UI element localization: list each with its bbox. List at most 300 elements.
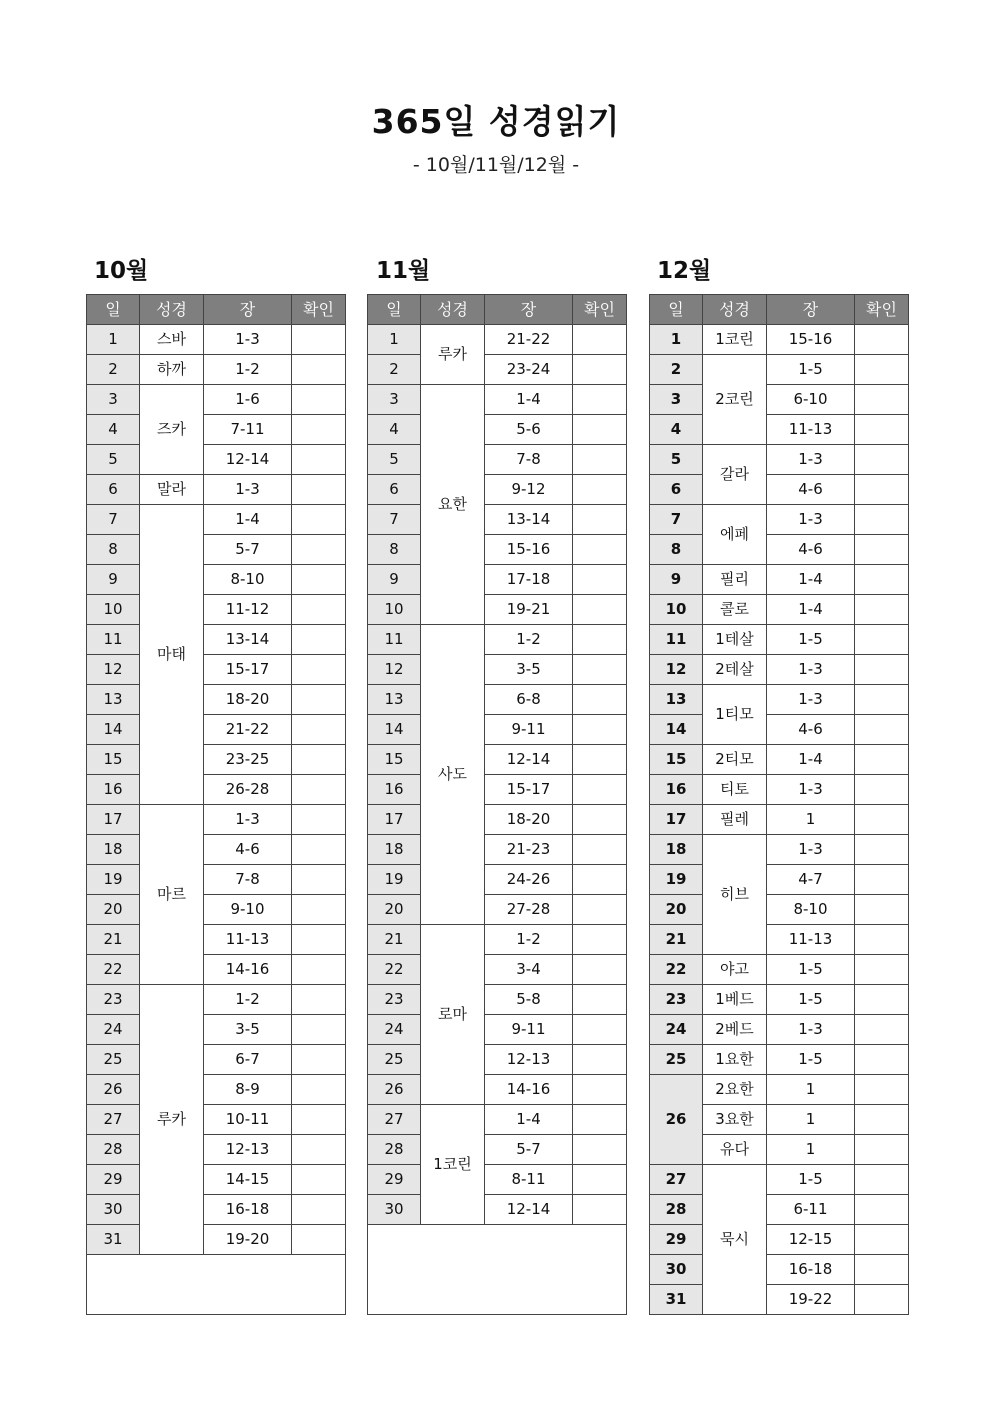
table-row bbox=[368, 805, 627, 835]
day-cell: 6 bbox=[368, 475, 421, 505]
check-cell[interactable] bbox=[292, 565, 346, 595]
table-row bbox=[87, 595, 346, 625]
check-cell[interactable] bbox=[292, 1105, 346, 1135]
check-cell[interactable] bbox=[855, 1045, 909, 1075]
check-cell[interactable] bbox=[292, 985, 346, 1015]
day-cell: 12 bbox=[368, 655, 421, 685]
chapter-cell: 1-4 bbox=[485, 385, 573, 415]
table-row bbox=[87, 565, 346, 595]
book-cell: 1티모 bbox=[703, 685, 767, 745]
check-cell[interactable] bbox=[292, 925, 346, 955]
day-cell: 31 bbox=[650, 1285, 703, 1315]
table-row bbox=[650, 355, 909, 385]
chapter-cell: 13-14 bbox=[485, 505, 573, 535]
check-cell[interactable] bbox=[573, 505, 627, 535]
table-row bbox=[87, 865, 346, 895]
book-cell: 티토 bbox=[703, 775, 767, 805]
day-cell: 4 bbox=[368, 415, 421, 445]
check-cell[interactable] bbox=[573, 625, 627, 655]
table-row bbox=[368, 955, 627, 985]
book-cell: 1테살 bbox=[703, 625, 767, 655]
table-row bbox=[87, 385, 346, 415]
chapter-cell: 9-12 bbox=[485, 475, 573, 505]
table-row bbox=[368, 925, 627, 955]
day-cell: 3 bbox=[368, 385, 421, 415]
check-cell[interactable] bbox=[573, 1135, 627, 1165]
day-cell: 8 bbox=[368, 535, 421, 565]
book-cell: 유다 bbox=[703, 1135, 767, 1165]
page-title: 365일 성경읽기 bbox=[371, 102, 621, 141]
chapter-cell: 1 bbox=[767, 805, 855, 835]
check-cell[interactable] bbox=[855, 895, 909, 925]
header-row bbox=[87, 295, 346, 325]
day-cell: 26 bbox=[87, 1075, 140, 1105]
chapter-cell: 1-4 bbox=[767, 565, 855, 595]
table-row bbox=[368, 865, 627, 895]
check-cell[interactable] bbox=[573, 805, 627, 835]
check-cell[interactable] bbox=[855, 355, 909, 385]
day-cell: 10 bbox=[87, 595, 140, 625]
table-row bbox=[650, 895, 909, 925]
book-cell: 루카 bbox=[421, 325, 485, 385]
chapter-cell: 24-26 bbox=[485, 865, 573, 895]
chapter-cell: 19-20 bbox=[204, 1225, 292, 1255]
check-cell[interactable] bbox=[292, 895, 346, 925]
check-cell[interactable] bbox=[855, 475, 909, 505]
check-cell[interactable] bbox=[292, 835, 346, 865]
check-cell[interactable] bbox=[292, 1045, 346, 1075]
chapter-cell: 18-20 bbox=[485, 805, 573, 835]
chapter-cell: 1-5 bbox=[767, 625, 855, 655]
day-cell: 10 bbox=[368, 595, 421, 625]
check-cell[interactable] bbox=[855, 655, 909, 685]
book-cell: 필레 bbox=[703, 805, 767, 835]
page-subtitle: - 10월/11월/12월 - bbox=[412, 154, 580, 176]
table-row bbox=[650, 1165, 909, 1195]
check-cell[interactable] bbox=[573, 325, 627, 355]
chapter-cell: 4-7 bbox=[767, 865, 855, 895]
day-cell: 11 bbox=[87, 625, 140, 655]
check-cell[interactable] bbox=[573, 1165, 627, 1195]
check-cell[interactable] bbox=[573, 355, 627, 385]
table-row bbox=[368, 475, 627, 505]
day-cell: 7 bbox=[650, 505, 703, 535]
chapter-cell: 15-17 bbox=[204, 655, 292, 685]
book-cell: 스바 bbox=[140, 325, 204, 355]
check-cell[interactable] bbox=[292, 595, 346, 625]
day-cell: 9 bbox=[368, 565, 421, 595]
day-cell: 25 bbox=[368, 1045, 421, 1075]
chapter-cell: 8-9 bbox=[204, 1075, 292, 1105]
check-cell[interactable] bbox=[855, 775, 909, 805]
table-row bbox=[650, 1075, 909, 1105]
check-cell[interactable] bbox=[292, 385, 346, 415]
day-cell: 15 bbox=[368, 745, 421, 775]
day-cell: 16 bbox=[650, 775, 703, 805]
table-row bbox=[368, 775, 627, 805]
check-cell[interactable] bbox=[855, 385, 909, 415]
check-cell[interactable] bbox=[573, 385, 627, 415]
check-cell[interactable] bbox=[855, 535, 909, 565]
table-row bbox=[650, 1255, 909, 1285]
check-cell[interactable] bbox=[855, 325, 909, 355]
chapter-cell: 11-13 bbox=[767, 415, 855, 445]
table-row bbox=[87, 445, 346, 475]
day-cell: 23 bbox=[368, 985, 421, 1015]
chapter-cell: 1-3 bbox=[767, 775, 855, 805]
check-cell[interactable] bbox=[573, 535, 627, 565]
table-row bbox=[368, 565, 627, 595]
table-row bbox=[650, 985, 909, 1015]
book-cell: 2티모 bbox=[703, 745, 767, 775]
table-row bbox=[87, 895, 346, 925]
check-cell[interactable] bbox=[573, 445, 627, 475]
check-cell[interactable] bbox=[573, 655, 627, 685]
chapter-cell: 21-23 bbox=[485, 835, 573, 865]
book-cell: 1코린 bbox=[703, 325, 767, 355]
day-cell: 22 bbox=[650, 955, 703, 985]
table-row bbox=[650, 745, 909, 775]
check-cell[interactable] bbox=[855, 1225, 909, 1255]
book-cell: 묵시 bbox=[703, 1165, 767, 1315]
day-cell: 25 bbox=[87, 1045, 140, 1075]
table-row bbox=[650, 655, 909, 685]
check-cell[interactable] bbox=[855, 1105, 909, 1135]
header-row bbox=[368, 295, 627, 325]
day-cell: 5 bbox=[87, 445, 140, 475]
table-row bbox=[368, 1195, 627, 1225]
book-cell: 에페 bbox=[703, 505, 767, 565]
chapter-cell: 6-7 bbox=[204, 1045, 292, 1075]
check-cell[interactable] bbox=[292, 805, 346, 835]
table-row bbox=[650, 715, 909, 745]
day-cell: 1 bbox=[87, 325, 140, 355]
day-cell: 30 bbox=[87, 1195, 140, 1225]
day-cell: 24 bbox=[87, 1015, 140, 1045]
chapter-cell: 1-4 bbox=[767, 745, 855, 775]
chapter-cell: 1-2 bbox=[204, 985, 292, 1015]
table-row bbox=[87, 715, 346, 745]
check-cell[interactable] bbox=[855, 1165, 909, 1195]
check-cell[interactable] bbox=[855, 565, 909, 595]
table-row bbox=[87, 475, 346, 505]
check-cell[interactable] bbox=[292, 715, 346, 745]
day-cell: 31 bbox=[87, 1225, 140, 1255]
check-cell[interactable] bbox=[292, 625, 346, 655]
table-row bbox=[87, 835, 346, 865]
check-cell[interactable] bbox=[292, 955, 346, 985]
table-row bbox=[650, 475, 909, 505]
table-row bbox=[368, 325, 627, 355]
table-row bbox=[87, 955, 346, 985]
check-cell[interactable] bbox=[573, 565, 627, 595]
table-row bbox=[650, 1225, 909, 1255]
table-row bbox=[368, 715, 627, 745]
check-cell[interactable] bbox=[855, 1285, 909, 1315]
table-row bbox=[650, 535, 909, 565]
check-cell[interactable] bbox=[573, 925, 627, 955]
check-cell[interactable] bbox=[573, 1105, 627, 1135]
chapter-cell: 21-22 bbox=[204, 715, 292, 745]
chapter-cell: 4-6 bbox=[204, 835, 292, 865]
check-cell[interactable] bbox=[292, 1195, 346, 1225]
book-cell: 1코린 bbox=[421, 1105, 485, 1225]
table-row bbox=[87, 1015, 346, 1045]
table-row bbox=[650, 1045, 909, 1075]
day-cell: 28 bbox=[368, 1135, 421, 1165]
table-row bbox=[650, 685, 909, 715]
day-cell: 13 bbox=[368, 685, 421, 715]
day-cell: 2 bbox=[650, 355, 703, 385]
book-cell: 야고 bbox=[703, 955, 767, 985]
chapter-cell: 12-13 bbox=[204, 1135, 292, 1165]
check-cell[interactable] bbox=[855, 955, 909, 985]
table-row bbox=[87, 1225, 346, 1255]
chapter-cell: 5-7 bbox=[204, 535, 292, 565]
day-cell: 14 bbox=[650, 715, 703, 745]
check-cell[interactable] bbox=[292, 535, 346, 565]
table-row bbox=[368, 535, 627, 565]
table-row bbox=[87, 1135, 346, 1165]
chapter-cell: 21-22 bbox=[485, 325, 573, 355]
chapter-cell: 16-18 bbox=[204, 1195, 292, 1225]
day-cell: 20 bbox=[650, 895, 703, 925]
chapter-cell: 1 bbox=[767, 1135, 855, 1165]
check-cell[interactable] bbox=[855, 1015, 909, 1045]
table-row bbox=[368, 1105, 627, 1135]
check-cell[interactable] bbox=[292, 415, 346, 445]
day-cell: 11 bbox=[368, 625, 421, 655]
day-cell: 2 bbox=[87, 355, 140, 385]
table-row bbox=[87, 625, 346, 655]
chapter-cell: 7-11 bbox=[204, 415, 292, 445]
check-cell[interactable] bbox=[292, 775, 346, 805]
check-cell[interactable] bbox=[573, 1045, 627, 1075]
day-cell: 26 bbox=[650, 1075, 703, 1165]
chapter-cell: 14-16 bbox=[204, 955, 292, 985]
check-header: 확인 bbox=[573, 295, 627, 325]
book-cell: 2코린 bbox=[703, 355, 767, 445]
chapter-cell: 1-3 bbox=[767, 445, 855, 475]
chapter-cell: 15-17 bbox=[485, 775, 573, 805]
day-cell: 14 bbox=[368, 715, 421, 745]
day-cell: 16 bbox=[87, 775, 140, 805]
book-cell: 콜로 bbox=[703, 595, 767, 625]
check-cell[interactable] bbox=[855, 505, 909, 535]
day-cell: 19 bbox=[87, 865, 140, 895]
day-cell: 20 bbox=[87, 895, 140, 925]
chapter-header: 장 bbox=[204, 295, 292, 325]
day-cell: 6 bbox=[650, 475, 703, 505]
check-cell[interactable] bbox=[855, 595, 909, 625]
chapter-cell: 23-25 bbox=[204, 745, 292, 775]
october-reading-table bbox=[86, 294, 346, 1315]
table-row bbox=[650, 1195, 909, 1225]
table-row bbox=[368, 895, 627, 925]
chapter-cell: 10-11 bbox=[204, 1105, 292, 1135]
table-row bbox=[368, 445, 627, 475]
chapter-cell: 3-4 bbox=[485, 955, 573, 985]
check-cell[interactable] bbox=[855, 1195, 909, 1225]
check-cell[interactable] bbox=[573, 775, 627, 805]
check-cell[interactable] bbox=[573, 685, 627, 715]
chapter-cell: 1-3 bbox=[204, 325, 292, 355]
table-row bbox=[87, 655, 346, 685]
check-cell[interactable] bbox=[573, 1015, 627, 1045]
check-cell[interactable] bbox=[292, 325, 346, 355]
day-cell: 27 bbox=[368, 1105, 421, 1135]
check-cell[interactable] bbox=[855, 625, 909, 655]
chapter-cell: 3-5 bbox=[204, 1015, 292, 1045]
table-row bbox=[650, 1015, 909, 1045]
check-cell[interactable] bbox=[573, 595, 627, 625]
day-cell: 10 bbox=[650, 595, 703, 625]
check-cell[interactable] bbox=[855, 925, 909, 955]
table-row bbox=[650, 775, 909, 805]
table-row bbox=[368, 1075, 627, 1105]
chapter-cell: 7-8 bbox=[204, 865, 292, 895]
day-cell: 14 bbox=[87, 715, 140, 745]
check-cell[interactable] bbox=[855, 715, 909, 745]
day-cell: 5 bbox=[368, 445, 421, 475]
check-cell[interactable] bbox=[292, 475, 346, 505]
day-cell: 9 bbox=[650, 565, 703, 595]
check-cell[interactable] bbox=[855, 985, 909, 1015]
book-cell: 말라 bbox=[140, 475, 204, 505]
chapter-cell: 9-10 bbox=[204, 895, 292, 925]
check-cell[interactable] bbox=[855, 1255, 909, 1285]
chapter-cell: 12-13 bbox=[485, 1045, 573, 1075]
check-cell[interactable] bbox=[292, 655, 346, 685]
chapter-cell: 6-10 bbox=[767, 385, 855, 415]
chapter-cell: 1-4 bbox=[485, 1105, 573, 1135]
day-cell: 3 bbox=[87, 385, 140, 415]
check-cell[interactable] bbox=[855, 445, 909, 475]
book-cell: 3요한 bbox=[703, 1105, 767, 1135]
book-cell: 히브 bbox=[703, 835, 767, 955]
check-cell[interactable] bbox=[573, 1075, 627, 1105]
chapter-cell: 15-16 bbox=[485, 535, 573, 565]
day-cell: 19 bbox=[368, 865, 421, 895]
table-row bbox=[368, 1045, 627, 1075]
chapter-cell: 1-3 bbox=[767, 505, 855, 535]
table-row bbox=[650, 865, 909, 895]
check-cell[interactable] bbox=[855, 415, 909, 445]
day-cell: 30 bbox=[368, 1195, 421, 1225]
chapter-cell: 6-8 bbox=[485, 685, 573, 715]
check-cell[interactable] bbox=[292, 355, 346, 385]
table-row bbox=[650, 835, 909, 865]
chapter-cell: 14-15 bbox=[204, 1165, 292, 1195]
day-cell: 21 bbox=[87, 925, 140, 955]
book-header: 성경 bbox=[140, 295, 204, 325]
chapter-cell: 1-5 bbox=[767, 1045, 855, 1075]
check-cell[interactable] bbox=[573, 1195, 627, 1225]
check-cell[interactable] bbox=[855, 745, 909, 775]
check-cell[interactable] bbox=[855, 805, 909, 835]
check-cell[interactable] bbox=[292, 745, 346, 775]
table-row bbox=[368, 1135, 627, 1165]
check-cell[interactable] bbox=[855, 865, 909, 895]
check-cell[interactable] bbox=[292, 505, 346, 535]
check-cell[interactable] bbox=[292, 1075, 346, 1105]
chapter-cell: 11-13 bbox=[767, 925, 855, 955]
chapter-cell: 12-14 bbox=[485, 745, 573, 775]
day-cell: 26 bbox=[368, 1075, 421, 1105]
day-cell: 12 bbox=[650, 655, 703, 685]
empty-footer-cell bbox=[87, 1255, 346, 1315]
book-header: 성경 bbox=[421, 295, 485, 325]
check-cell[interactable] bbox=[855, 835, 909, 865]
table-row bbox=[87, 1165, 346, 1195]
check-cell[interactable] bbox=[292, 1225, 346, 1255]
book-cell: 사도 bbox=[421, 625, 485, 925]
check-cell[interactable] bbox=[573, 415, 627, 445]
book-cell: 루카 bbox=[140, 985, 204, 1255]
book-cell: 마르 bbox=[140, 805, 204, 985]
check-cell[interactable] bbox=[855, 1135, 909, 1165]
check-cell[interactable] bbox=[292, 1135, 346, 1165]
day-cell: 18 bbox=[368, 835, 421, 865]
table-row bbox=[650, 505, 909, 535]
check-cell[interactable] bbox=[573, 475, 627, 505]
chapter-cell: 4-6 bbox=[767, 535, 855, 565]
check-cell[interactable] bbox=[292, 865, 346, 895]
check-cell[interactable] bbox=[292, 685, 346, 715]
chapter-cell: 27-28 bbox=[485, 895, 573, 925]
day-cell: 1 bbox=[650, 325, 703, 355]
day-cell: 24 bbox=[650, 1015, 703, 1045]
day-cell: 25 bbox=[650, 1045, 703, 1075]
table-row bbox=[87, 415, 346, 445]
table-row bbox=[650, 325, 909, 355]
day-header: 일 bbox=[87, 295, 140, 325]
check-cell[interactable] bbox=[573, 895, 627, 925]
day-cell: 3 bbox=[650, 385, 703, 415]
chapter-cell: 9-11 bbox=[485, 1015, 573, 1045]
chapter-cell: 1-3 bbox=[767, 1015, 855, 1045]
chapter-cell: 12-15 bbox=[767, 1225, 855, 1255]
check-cell[interactable] bbox=[292, 1015, 346, 1045]
check-cell[interactable] bbox=[573, 715, 627, 745]
chapter-cell: 1-6 bbox=[204, 385, 292, 415]
chapter-header: 장 bbox=[485, 295, 573, 325]
check-cell[interactable] bbox=[573, 745, 627, 775]
chapter-cell: 12-14 bbox=[485, 1195, 573, 1225]
chapter-cell: 1-3 bbox=[767, 685, 855, 715]
day-cell: 20 bbox=[368, 895, 421, 925]
day-cell: 13 bbox=[87, 685, 140, 715]
chapter-cell: 1-3 bbox=[204, 805, 292, 835]
chapter-cell: 11-12 bbox=[204, 595, 292, 625]
day-cell: 8 bbox=[650, 535, 703, 565]
day-cell: 18 bbox=[650, 835, 703, 865]
book-cell: 로마 bbox=[421, 925, 485, 1105]
check-cell[interactable] bbox=[573, 835, 627, 865]
chapter-cell: 4-6 bbox=[767, 715, 855, 745]
check-cell[interactable] bbox=[292, 445, 346, 475]
check-cell[interactable] bbox=[573, 865, 627, 895]
day-cell: 21 bbox=[650, 925, 703, 955]
check-cell[interactable] bbox=[573, 955, 627, 985]
check-cell[interactable] bbox=[855, 1075, 909, 1105]
chapter-cell: 16-18 bbox=[767, 1255, 855, 1285]
check-cell[interactable] bbox=[855, 685, 909, 715]
check-cell[interactable] bbox=[292, 1165, 346, 1195]
chapter-cell: 1-4 bbox=[767, 595, 855, 625]
check-cell[interactable] bbox=[573, 985, 627, 1015]
empty-footer-row bbox=[368, 1225, 627, 1315]
